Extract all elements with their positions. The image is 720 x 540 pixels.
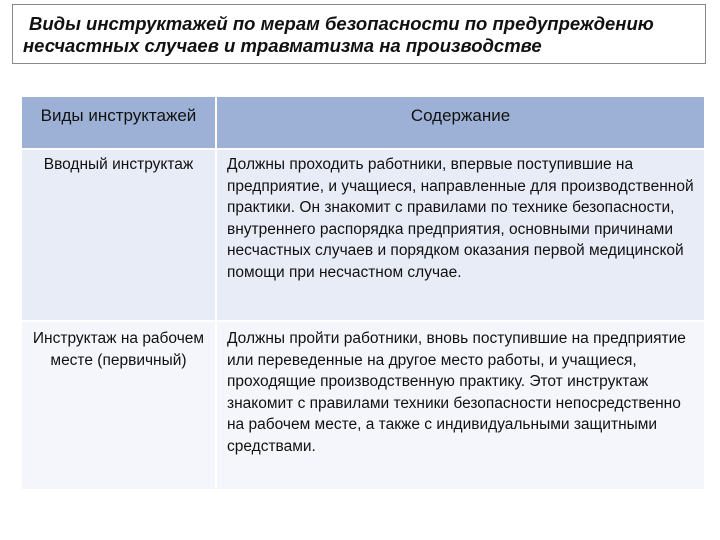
header-types: Виды инструктажей	[22, 97, 216, 149]
row-type-cell: Инструктаж на рабочем месте (первичный)	[22, 321, 216, 489]
header-content: Содержание	[216, 97, 704, 149]
title-line-2: несчастных случаев и травматизма на производстве	[23, 35, 542, 56]
page-title	[23, 13, 695, 57]
instructions-table	[22, 97, 704, 489]
row-type-cell: Вводный инструктаж	[22, 149, 216, 321]
row-content-cell: Должны пройти работники, вновь поступившие на предприятие или переведенные на другое место работы, и учащиеся, проходящие производственную практику. Этот инструктаж знакомит с правилами техники безопасности непосредственно на рабочем месте, а также с индивидуальными защитными средствами.	[216, 321, 704, 489]
row-content-cell: Должны проходить работники, впервые поступившие на предприятие, и учащиеся, направленные для производственной практики. Он знакомит с правилами по технике безопасности, внутреннего распорядка предприятия, основными причинами несчастных случаев и порядком оказания первой медицинской помощи при несчастном случае.	[216, 149, 704, 321]
table-row	[22, 149, 704, 321]
table-header-row	[22, 97, 704, 149]
title-line-1: Виды инструктажей по мерам безопасности по предупреждению	[29, 13, 654, 34]
table-row	[22, 321, 704, 489]
title-box	[12, 4, 706, 64]
